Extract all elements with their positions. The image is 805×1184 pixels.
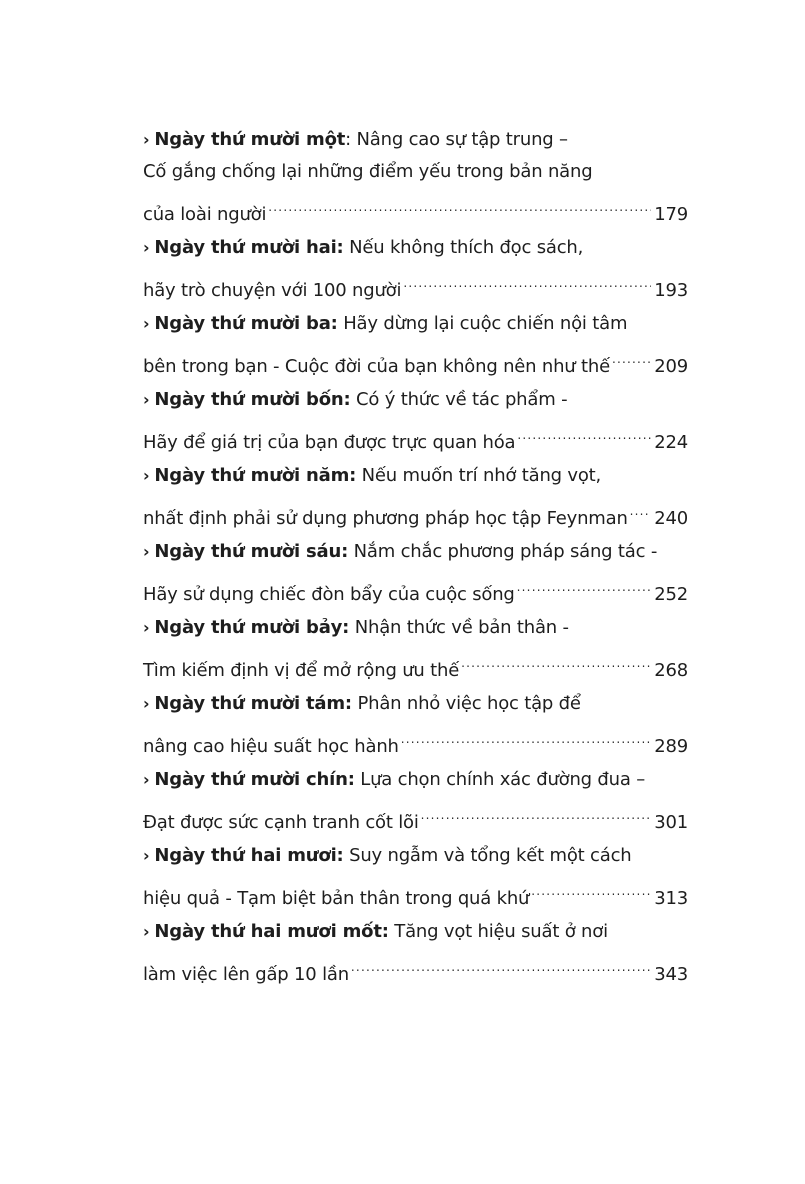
dot-leader bbox=[517, 568, 652, 600]
page-number: 209 bbox=[654, 356, 688, 377]
toc-entry-title-end: bên trong bạn - Cuộc đời của bạn không nên như thế bbox=[143, 356, 610, 377]
toc-entry-heading bbox=[143, 840, 688, 872]
toc-entry-heading bbox=[143, 688, 688, 720]
toc-entry[interactable] bbox=[143, 688, 688, 757]
toc-entry-title: Tăng vọt hiệu suất ở nơi bbox=[394, 921, 608, 942]
toc-entry-final-line bbox=[143, 340, 688, 377]
page-number: 252 bbox=[654, 584, 688, 605]
toc-entry-label: Ngày thứ mười bảy: bbox=[154, 617, 350, 638]
toc-entry-title-end: Hãy để giá trị của bạn được trực quan hóa bbox=[143, 432, 516, 453]
toc-entry-title-continued: Cố gắng chống lại những điểm yếu trong bản năng bbox=[143, 161, 593, 182]
toc-entry-title-end: nhất định phải sử dụng phương pháp học tập Feynman bbox=[143, 508, 628, 529]
toc-entry[interactable] bbox=[143, 612, 688, 681]
toc-entry-title: Suy ngẫm và tổng kết một cách bbox=[349, 845, 632, 866]
toc-entry-final-line bbox=[143, 948, 688, 985]
toc-entry-final-line bbox=[143, 264, 688, 301]
chevron-right-icon: › bbox=[143, 314, 150, 333]
toc-entry-title: Nếu muốn trí nhớ tăng vọt, bbox=[361, 465, 602, 486]
toc-entry-label: Ngày thứ mười hai: bbox=[154, 237, 344, 258]
toc-entry-title: Nếu không thích đọc sách, bbox=[349, 237, 584, 258]
dot-leader bbox=[612, 340, 651, 372]
dot-leader bbox=[461, 644, 651, 676]
toc-entry-heading bbox=[143, 308, 688, 340]
toc-entry-title-end: hãy trò chuyện với 100 người bbox=[143, 280, 402, 301]
toc-entry-label: Ngày thứ mười năm: bbox=[154, 465, 357, 486]
table-of-contents bbox=[143, 124, 688, 992]
toc-entry-label: Ngày thứ mười bốn: bbox=[154, 389, 351, 410]
toc-entry-title-end: làm việc lên gấp 10 lần bbox=[143, 964, 349, 985]
toc-entry-title-end: Tìm kiếm định vị để mở rộng ưu thế bbox=[143, 660, 460, 681]
toc-entry-title: Hãy dừng lại cuộc chiến nội tâm bbox=[343, 313, 628, 334]
toc-entry-title-end: nâng cao hiệu suất học hành bbox=[143, 736, 399, 757]
page-number: 224 bbox=[654, 432, 688, 453]
toc-entry[interactable] bbox=[143, 232, 688, 301]
toc-entry-title-end: hiệu quả - Tạm biệt bản thân trong quá khứ bbox=[143, 888, 530, 909]
chevron-right-icon: › bbox=[143, 542, 150, 561]
toc-entry[interactable] bbox=[143, 460, 688, 529]
toc-entry-final-line bbox=[143, 188, 688, 225]
toc-entry[interactable] bbox=[143, 536, 688, 605]
toc-entry-label: Ngày thứ hai mươi mốt: bbox=[154, 921, 389, 942]
toc-entry-heading bbox=[143, 612, 688, 644]
toc-entry-label: Ngày thứ mười một bbox=[154, 129, 346, 150]
toc-entry-heading bbox=[143, 124, 688, 156]
toc-entry-label: Ngày thứ mười ba: bbox=[154, 313, 338, 334]
chevron-right-icon: › bbox=[143, 618, 150, 637]
toc-entry-heading bbox=[143, 536, 688, 568]
page-number: 289 bbox=[654, 736, 688, 757]
toc-entry[interactable] bbox=[143, 764, 688, 833]
chevron-right-icon: › bbox=[143, 694, 150, 713]
toc-entry-heading bbox=[143, 916, 688, 948]
page-number: 240 bbox=[654, 508, 688, 529]
toc-entry-label: Ngày thứ mười sáu: bbox=[154, 541, 349, 562]
dot-leader bbox=[531, 872, 651, 904]
dot-leader bbox=[351, 948, 651, 980]
toc-entry-heading bbox=[143, 384, 688, 416]
chevron-right-icon: › bbox=[143, 770, 150, 789]
toc-entry-separator: : bbox=[345, 129, 357, 150]
toc-entry-final-line bbox=[143, 796, 688, 833]
toc-entry-final-line bbox=[143, 644, 688, 681]
toc-entry-label: Ngày thứ hai mươi: bbox=[154, 845, 344, 866]
chevron-right-icon: › bbox=[143, 846, 150, 865]
toc-entry[interactable] bbox=[143, 916, 688, 985]
toc-entry[interactable] bbox=[143, 124, 688, 225]
page-number: 268 bbox=[654, 660, 688, 681]
toc-entry-title-end: của loài người bbox=[143, 204, 267, 225]
page-number: 179 bbox=[654, 204, 688, 225]
dot-leader bbox=[421, 796, 652, 828]
toc-entry[interactable] bbox=[143, 384, 688, 453]
toc-entry-title: Nhận thức về bản thân - bbox=[354, 617, 569, 638]
page-number: 193 bbox=[654, 280, 688, 301]
dot-leader bbox=[517, 416, 651, 448]
toc-entry-heading bbox=[143, 460, 688, 492]
toc-entry-label: Ngày thứ mười chín: bbox=[154, 769, 355, 790]
toc-entry-label: Ngày thứ mười tám: bbox=[154, 693, 352, 714]
toc-entry-title: Phân nhỏ việc học tập để bbox=[357, 693, 581, 714]
toc-entry-final-line bbox=[143, 720, 688, 757]
toc-entry-title: Có ý thức về tác phẩm - bbox=[356, 389, 568, 410]
dot-leader bbox=[630, 492, 652, 524]
toc-entry-title: Lựa chọn chính xác đường đua – bbox=[360, 769, 646, 790]
chevron-right-icon: › bbox=[143, 238, 150, 257]
toc-entry-final-line bbox=[143, 492, 688, 529]
chevron-right-icon: › bbox=[143, 922, 150, 941]
toc-entry[interactable] bbox=[143, 308, 688, 377]
dot-leader bbox=[403, 264, 651, 296]
toc-entry-heading bbox=[143, 232, 688, 264]
toc-entry-title-end: Đạt được sức cạnh tranh cốt lõi bbox=[143, 812, 419, 833]
dot-leader bbox=[401, 720, 651, 752]
chevron-right-icon: › bbox=[143, 130, 150, 149]
toc-entry-title: Nâng cao sự tập trung – bbox=[356, 129, 568, 150]
chevron-right-icon: › bbox=[143, 390, 150, 409]
chevron-right-icon: › bbox=[143, 466, 150, 485]
toc-entry-final-line bbox=[143, 872, 688, 909]
toc-entry-title: Nắm chắc phương pháp sáng tác - bbox=[353, 541, 658, 562]
dot-leader bbox=[268, 188, 651, 220]
page-number: 301 bbox=[654, 812, 688, 833]
toc-entry-heading bbox=[143, 764, 688, 796]
toc-entry[interactable] bbox=[143, 840, 688, 909]
page-number: 343 bbox=[654, 964, 688, 985]
toc-entry-final-line bbox=[143, 568, 688, 605]
page-number: 313 bbox=[654, 888, 688, 909]
toc-entry-final-line bbox=[143, 416, 688, 453]
toc-entry-title-end: Hãy sử dụng chiếc đòn bẩy của cuộc sống bbox=[143, 584, 515, 605]
